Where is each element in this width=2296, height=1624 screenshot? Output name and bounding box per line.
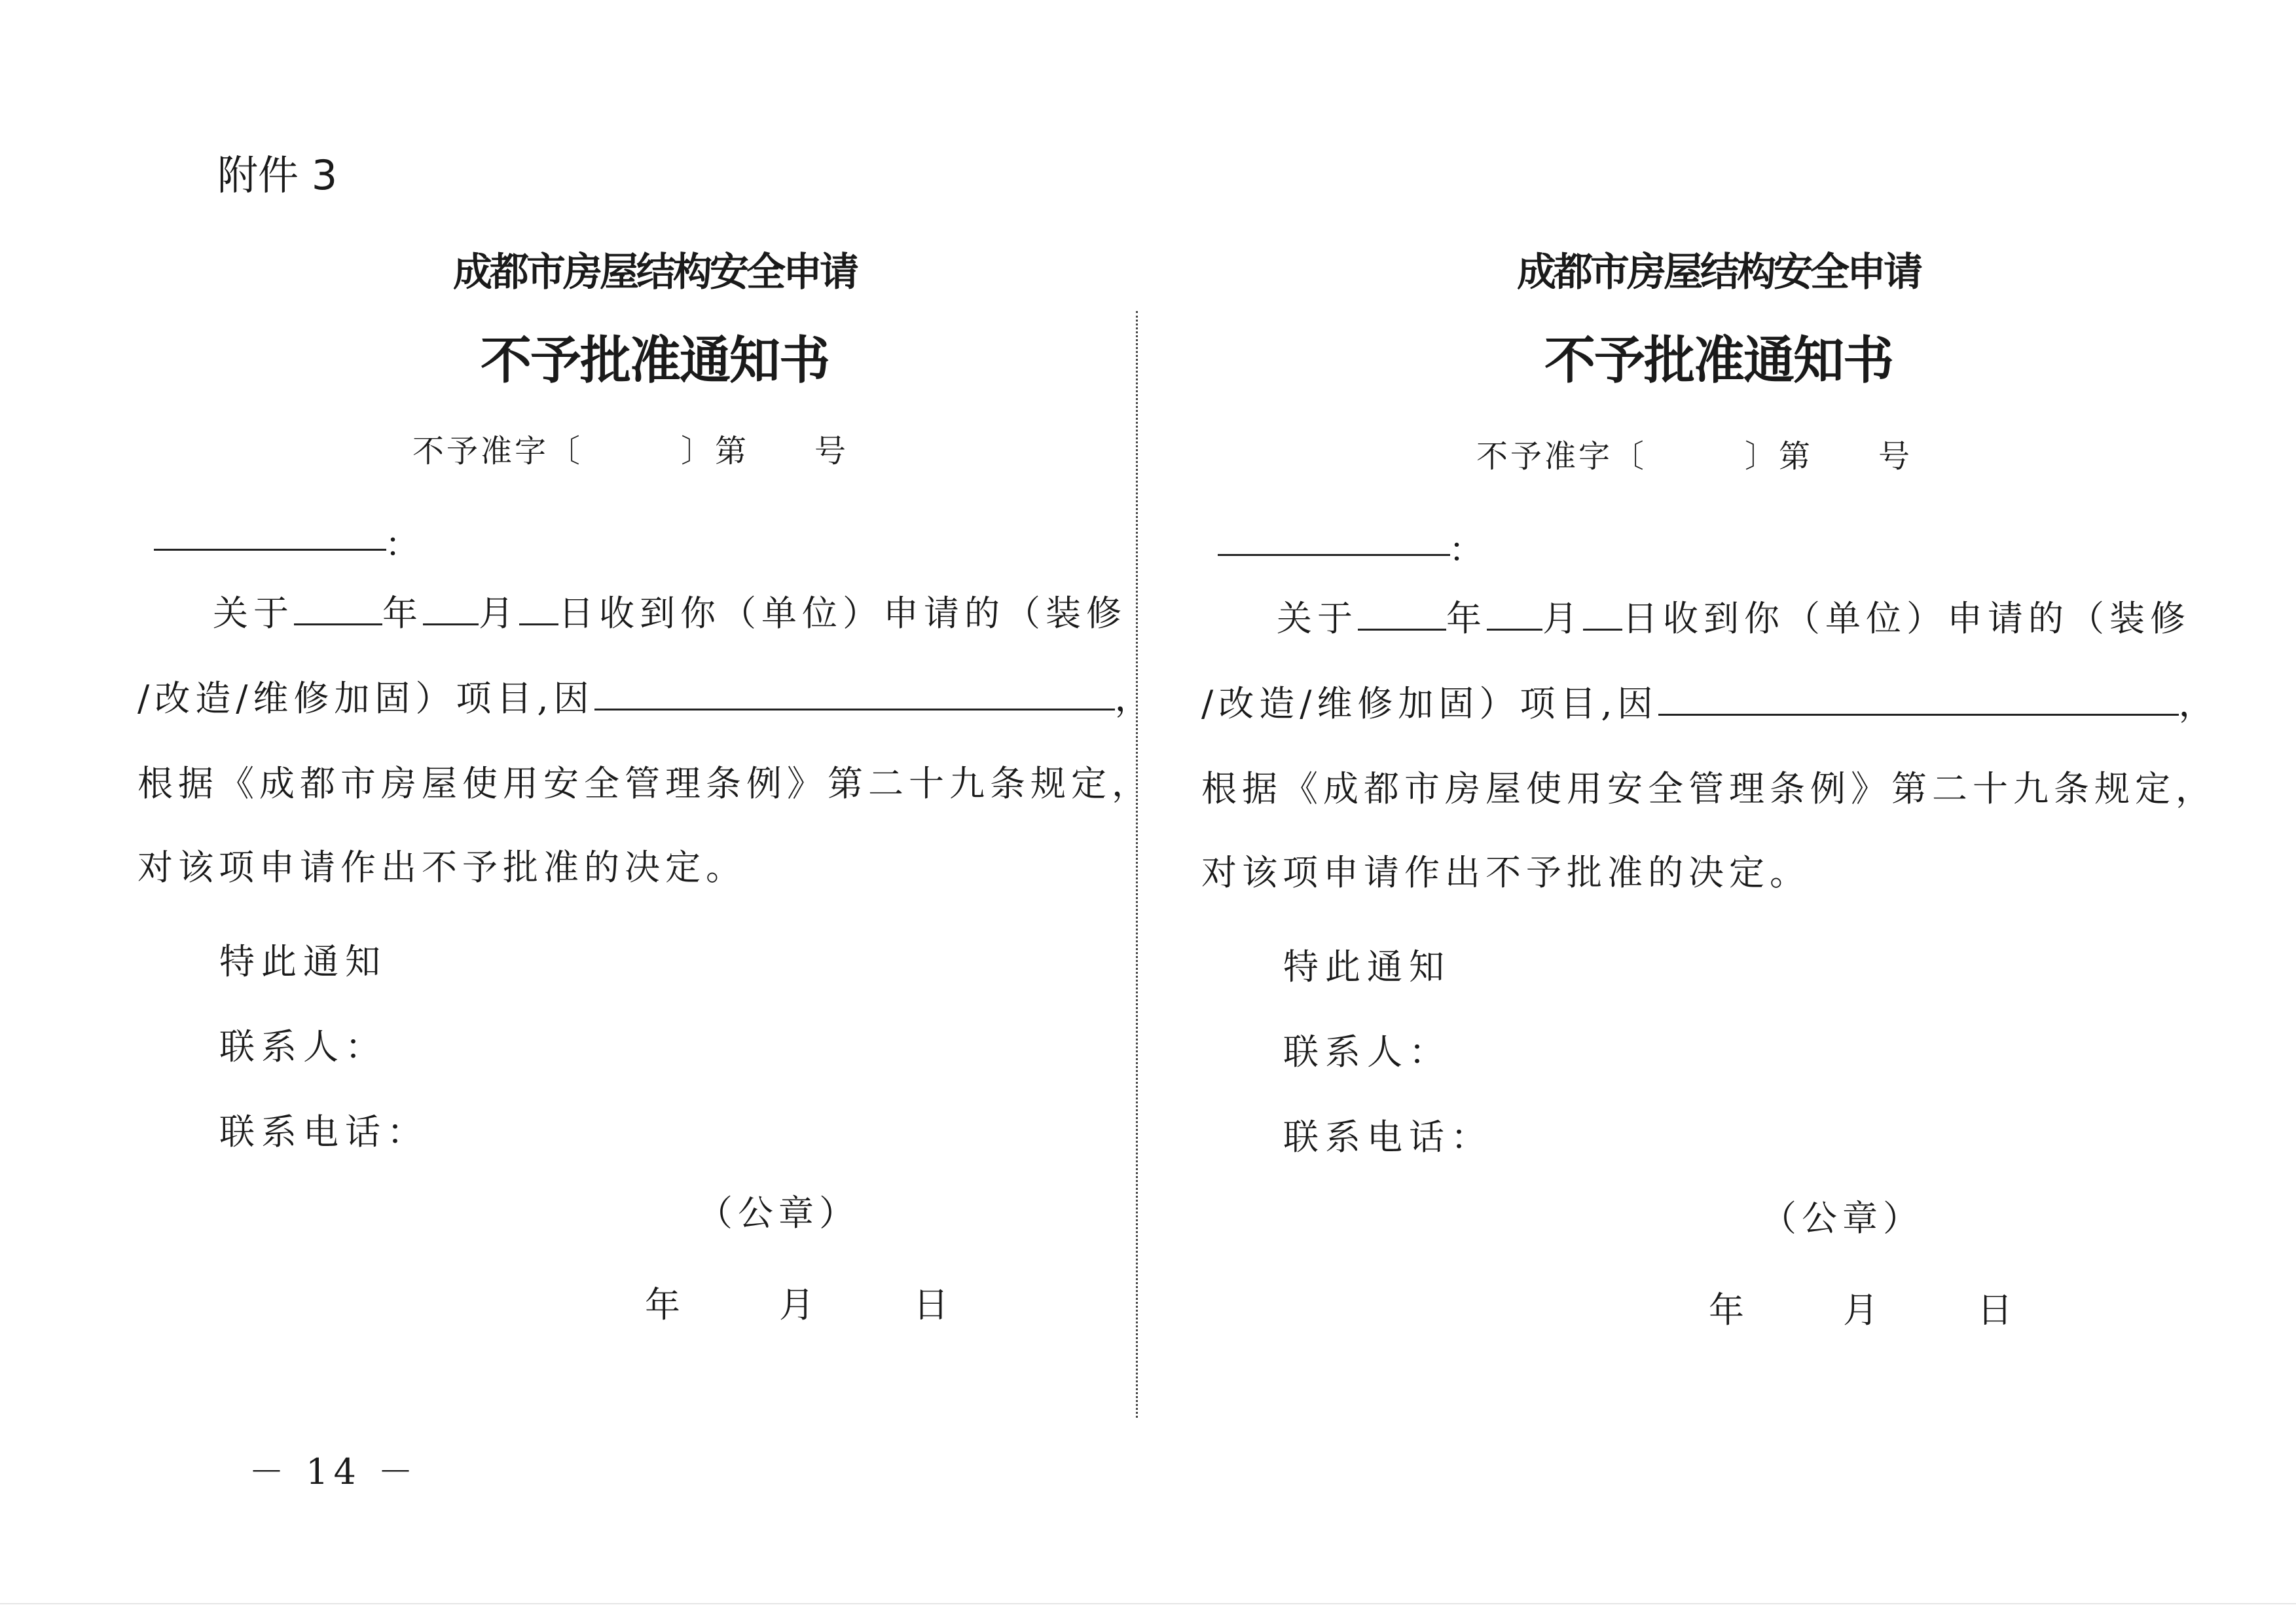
form-title-line2: 不予批准通知书 [480, 331, 829, 390]
doc-no-mid: 〕第 [681, 433, 750, 470]
reason-blank[interactable] [594, 682, 1115, 710]
para1-text-d: 日收到你（单位）申请的（装修 [558, 593, 1127, 634]
contact-person-label: 联系人： [219, 1026, 387, 1067]
document-number [412, 426, 848, 471]
contact-person-label: 联系人： [1283, 1031, 1451, 1073]
doc-no-mid: 〕第 [1745, 438, 1813, 475]
notice-closing: 特此通知 [1283, 946, 1451, 987]
para1-text-a: 关于 [213, 593, 294, 634]
doc-no-prefix: 不予准字〔 [1476, 438, 1647, 475]
para1-text-month: 月 [1542, 598, 1583, 639]
notice-form-right [1201, 0, 2236, 1441]
addressee-blank[interactable] [154, 547, 386, 551]
addressee-colon: ： [385, 526, 420, 565]
para1-text-month: 月 [479, 593, 519, 634]
official-seal-label: （公章） [1761, 1198, 1923, 1239]
date-day: 日 [913, 1284, 949, 1325]
paragraph-line-2 [137, 678, 1156, 719]
page-number: － 14 － [249, 1451, 419, 1492]
doc-no-prefix: 不予准字〔 [412, 433, 583, 470]
day-blank[interactable] [519, 597, 558, 625]
attachment-label: 附件 3 [217, 151, 338, 199]
date-month: 月 [1843, 1289, 1878, 1331]
paragraph-line-3: 根据《成都市房屋使用安全管理条例》第二十九条规定， [1201, 768, 2216, 809]
year-blank[interactable] [294, 597, 382, 625]
date-year: 年 [1709, 1289, 1744, 1331]
paragraph-line-1 [213, 593, 1127, 634]
fold-divider [1136, 311, 1138, 1418]
paragraph-line-4: 对该项申请作出不予批准的决定。 [1201, 852, 1810, 893]
official-seal-label: （公章） [697, 1192, 860, 1234]
form-title-line1: 成都市房屋结构安全申请 [453, 249, 856, 295]
reason-blank[interactable] [1658, 688, 2179, 716]
paragraph-line-1 [1277, 598, 2191, 639]
paragraph-line-3: 根据《成都市房屋使用安全管理条例》第二十九条规定， [137, 763, 1152, 804]
page-bottom-edge [0, 1603, 2296, 1604]
date-month: 月 [779, 1284, 814, 1325]
date-year: 年 [645, 1284, 680, 1325]
month-blank[interactable] [1487, 602, 1542, 631]
year-blank[interactable] [1358, 602, 1446, 631]
notice-form-left [137, 0, 1172, 1441]
para2-text-a: /改造/维修加固）项目,因 [137, 678, 594, 719]
para2-text-a: /改造/维修加固）项目,因 [1201, 683, 1658, 724]
contact-phone-label: 联系电话： [1283, 1116, 1493, 1158]
notice-closing: 特此通知 [219, 941, 387, 982]
month-blank[interactable] [423, 597, 479, 625]
form-title-line2: 不予批准通知书 [1544, 331, 1893, 390]
para1-text-d: 日收到你（单位）申请的（装修 [1622, 598, 2191, 639]
document-number [1476, 431, 1912, 476]
addressee-blank[interactable] [1218, 553, 1450, 556]
form-title-line1: 成都市房屋结构安全申请 [1517, 249, 1920, 295]
para1-text-year: 年 [382, 593, 423, 634]
contact-phone-label: 联系电话： [219, 1111, 429, 1153]
day-blank[interactable] [1583, 602, 1622, 631]
para2-text-b: ， [1114, 678, 1156, 719]
para1-text-a: 关于 [1277, 598, 1358, 639]
doc-no-suffix: 号 [1878, 438, 1913, 475]
doc-no-suffix: 号 [814, 433, 849, 470]
date-day: 日 [1977, 1289, 2013, 1331]
paragraph-line-2 [1201, 683, 2219, 724]
para1-text-year: 年 [1446, 598, 1487, 639]
paragraph-line-4: 对该项申请作出不予批准的决定。 [137, 847, 746, 888]
addressee-colon: ： [1449, 531, 1484, 570]
para2-text-b: ， [2178, 683, 2219, 724]
